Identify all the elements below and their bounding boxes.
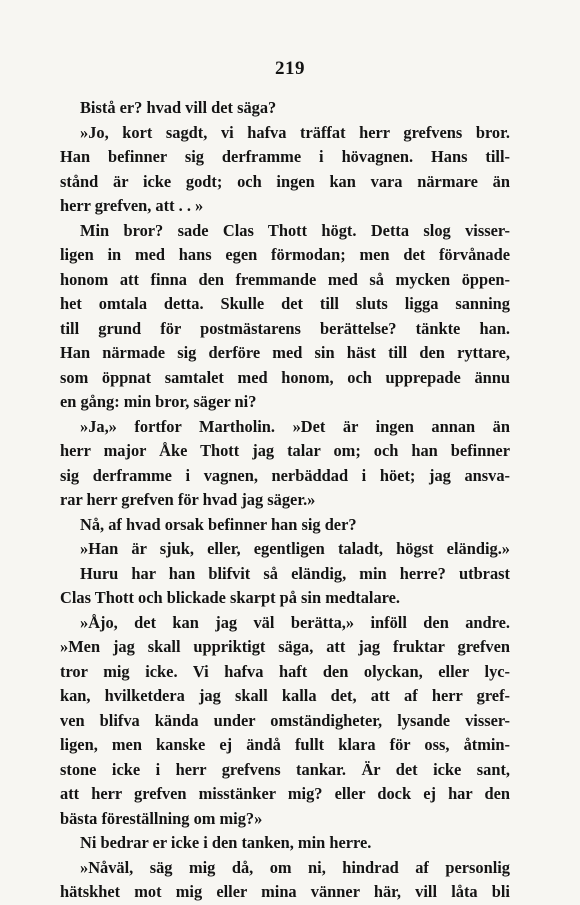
text-line: en gång: min bror, säger ni? (60, 392, 257, 411)
text-line: Han befinner sig derframme i hövagnen. Hans till- (60, 147, 510, 166)
text-line: Min bror? sade Clas Thott högt. Detta slog visser- (80, 220, 510, 240)
text-line: ligen, men kanske ej ändå fullt klara för oss, åtmin- (60, 735, 510, 754)
text-line: Huru har han blifvit så eländig, min herre? utbrast (80, 563, 510, 583)
text-line: stone icke i herr grefvens tankar. Är det icke sant, (60, 759, 510, 779)
text-line: het omtala detta. Skulle det till sluts ligga sanning (60, 294, 510, 313)
page-number: 219 (275, 58, 305, 79)
text-line: honom att finna den fremmande med så mycken öppen- (60, 269, 510, 289)
text-line: stånd är icke godt; och ingen kan vara närmare än (60, 171, 510, 191)
text-line: Bistå er? hvad vill det säga? (80, 98, 277, 117)
text-line: rar herr grefven för hvad jag säger.» (60, 490, 316, 509)
text-line: Nå, af hvad orsak befinner han sig der? (80, 514, 357, 534)
text-line: som öppnat samtalet med honom, och upprepade ännu (60, 367, 510, 387)
text-line: herr major Åke Thott jag talar om; och han befinner (60, 441, 510, 460)
text-line: Clas Thott och blickade skarpt på sin medtalare. (60, 588, 400, 607)
text-line: tror mig icke. Vi hafva haft den olyckan, eller lyc- (60, 661, 510, 681)
text-line: bästa föreställning om mig?» (60, 808, 263, 828)
text-line: »Ja,» fortfor Martholin. »Det är ingen annan än (80, 416, 510, 436)
text-line: till grund för postmästarens berättelse? tänkte han. (60, 318, 510, 338)
text-line: »Han är sjuk, eller, egentligen taladt, högst eländig.» (80, 539, 510, 558)
text-line: »Jo, kort sagdt, vi hafva träffat herr grefvens bror. (80, 122, 510, 142)
text-line: sig derframme i vagnen, nerbäddad i höet; jag ansva- (60, 465, 510, 485)
text-line: herr grefven, att . . » (60, 196, 204, 215)
text-line: Han närmade sig derföre med sin häst till den ryttare, (60, 343, 510, 362)
text-line: »Men jag skall uppriktigt säga, att jag fruktar grefven (60, 637, 510, 656)
text-line: kan, hvilketdera jag skall kalla det, att af herr gref- (60, 686, 510, 705)
text-line: »Åjo, det kan jag väl berätta,» inföll den andre. (80, 612, 510, 632)
text-line: Ni bedrar er icke i den tanken, min herre. (80, 833, 372, 852)
body-text (60, 96, 510, 905)
text-line: »Nåväl, säg mig då, om ni, hindrad af personlig (80, 857, 510, 877)
text-line: att herr grefven misstänker mig? eller dock ej har den (60, 784, 510, 803)
text-line: ven blifva kända under omständigheter, lysande visser- (60, 710, 510, 730)
text-line: hätskhet mot mig eller mina vänner här, vill låta bli (60, 882, 510, 901)
text-line: ligen in med hans egen förmodan; men det förvånade (60, 245, 510, 264)
